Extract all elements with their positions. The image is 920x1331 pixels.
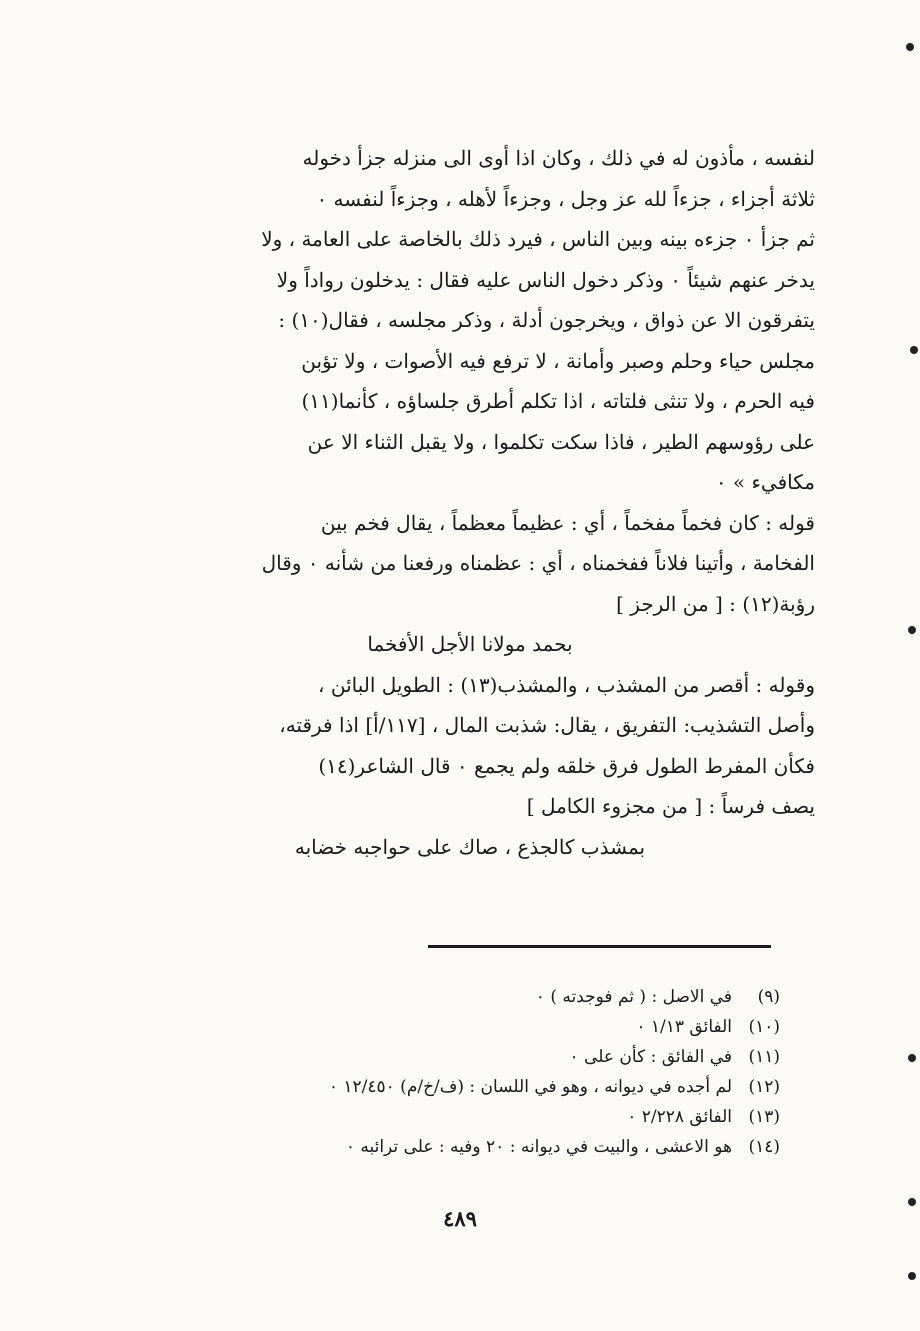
footnote-text: الفائق ٢/٢٢٨ ٠ [627, 1107, 732, 1127]
text-line: مكافيء » ٠ [715, 470, 815, 494]
footnotes [140, 982, 780, 1162]
text-line: فكأن المفرط الطول فرق خلقه ولم يجمع ٠ قال الشاعر(١٤) [318, 753, 815, 778]
footnote-number: (١١) [748, 1047, 780, 1067]
verse-line: بمشذب كالجذع ، صاك على حواجبه خضابه [294, 834, 646, 859]
text-line: الفخامة ، وأتينا فلاناً ففخمناه ، أي : عظمناه ورفعنا من شأنه ٠ وقال [261, 551, 815, 575]
margin-mark [910, 346, 918, 354]
footnote-text: في الاصل : ( ثم فوجدته ) ٠ [535, 987, 732, 1007]
margin-mark [908, 626, 916, 634]
footnote-separator [428, 945, 771, 948]
margin-mark [908, 1054, 916, 1062]
footnote [140, 1102, 780, 1132]
footnote [140, 982, 780, 1012]
text-line: على رؤوسهم الطير ، فاذا سكت تكلموا ، ولا يقبل الثناء الا عن [307, 429, 815, 454]
text-line: مجلس حياء وحلم وصبر وأمانة ، لا ترفع فيه الأصوات ، ولا تؤبن [301, 348, 815, 373]
text-line: وقوله : أقصر من المشذب ، والمشذب(١٣) : الطويل البائن ، [318, 672, 815, 697]
text-line: فيه الحرم ، ولا تنثى فلتاته ، اذا تكلم أطرق جلساؤه ، كأنما(١١) [301, 389, 815, 413]
footnote-number: (٩) [757, 987, 780, 1007]
verse-line: بحمد مولانا الأجل الأفخما [367, 632, 573, 656]
margin-mark [908, 1272, 916, 1280]
footnote-number: (١٠) [748, 1017, 780, 1037]
footnote [140, 1132, 780, 1162]
footnote-text: هو الاعشى ، والبيت في ديوانه : ٢٠ وفيه : على ترائبه ٠ [345, 1137, 732, 1157]
main-text [125, 138, 815, 867]
text-line: لنفسه ، مأذون له في ذلك ، وكان اذا أوى الى منزله جزأ دخوله [302, 146, 815, 170]
margin-mark [906, 43, 914, 51]
margin-mark [908, 1198, 916, 1206]
text-line: ثم جزأ ٠ جزءه بينه وبين الناس ، فيرد ذلك بالخاصة على العامة ، ولا [261, 227, 815, 251]
text-line: يتفرقون الا عن ذواق ، ويخرجون أدلة ، وذكر مجلسه ، فقال(١٠) : [278, 308, 815, 332]
footnote-text: الفائق ١/١٣ ٠ [636, 1017, 732, 1037]
text-line: يدخر عنهم شيئاً ٠ وذكر دخول الناس عليه فقال : يدخلون رواداً ولا [276, 267, 815, 292]
footnote [140, 1042, 780, 1072]
footnote [140, 1012, 780, 1042]
text-line: وأصل التشذيب: التفريق ، يقال: شذبت المال ، [١١٧/أ] اذا فرقته، [279, 713, 815, 737]
footnote-text: في الفائق : كأن على ٠ [569, 1047, 732, 1067]
text-line: قوله : كان فخماً مفخماً ، أي : عظيماً معظماً ، يقال فخم بين [320, 510, 815, 535]
footnote-text: لم أجده في ديوانه ، وهو في اللسان : (ف/خ/م) ١٢/٤٥٠ ٠ [328, 1077, 732, 1097]
text-line: يصف فرساً : [ من مجزوء الكامل ] [526, 794, 815, 818]
footnote [140, 1072, 780, 1102]
footnote-number: (١٢) [748, 1077, 780, 1097]
page-number: ٤٨٩ [443, 1206, 477, 1231]
text-line: ثلاثة أجزاء ، جزءاً لله عز وجل ، وجزءاً لأهله ، وجزءاً لنفسه ٠ [316, 186, 815, 211]
footnote-number: (١٣) [748, 1107, 780, 1127]
footnote-number: (١٤) [748, 1137, 780, 1157]
text-line: رؤبة(١٢) : [ من الرجز ] [616, 591, 815, 616]
